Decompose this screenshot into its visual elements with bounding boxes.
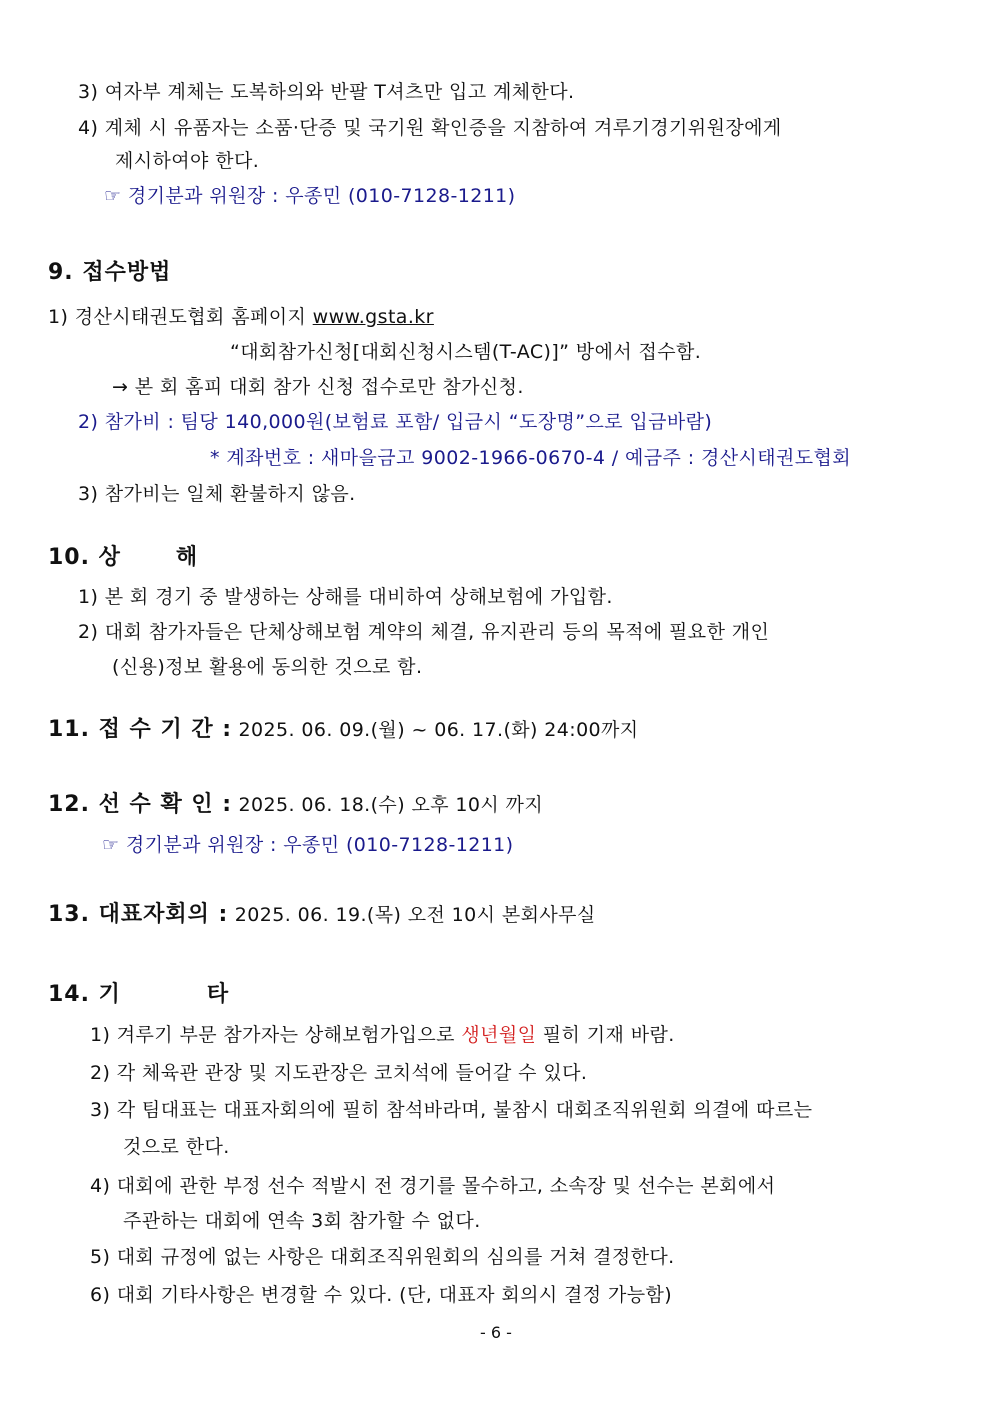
homepage-link[interactable]: www.gsta.kr <box>312 306 434 328</box>
registration-period: 2025. 06. 09.(월) ~ 06. 17.(화) 24:00까지 <box>232 719 639 741</box>
other-item-3: 3) 각 팀대표는 대표자회의에 필히 참석바라며, 불참시 대회조직위원회 의결에 따르는 <box>90 1099 813 1121</box>
section-11-line <box>48 715 639 745</box>
insurance-item-2: 2) 대회 참가자들은 단체상해보험 계약의 체결, 유지관리 등의 목적에 필요한 개인 <box>78 621 770 643</box>
section-12-title: 12. 선 수 확 인 : <box>48 792 233 817</box>
section-10-word-1: 상 <box>98 545 121 570</box>
rule-item-3: 3) 여자부 계체는 도복하의와 반팔 T셔츠만 입고 계체한다. <box>78 81 575 103</box>
registration-note: → 본 회 홈피 대회 참가 신청 접수로만 참가신청. <box>112 376 524 398</box>
insurance-item-2-cont: (신용)정보 활용에 동의한 것으로 함. <box>112 656 423 678</box>
other-item-1-end: 필히 기재 바람. <box>536 1024 675 1046</box>
section-10-number: 10. <box>48 545 90 570</box>
other-item-3-cont: 것으로 한다. <box>123 1136 230 1158</box>
other-item-4-cont: 주관하는 대회에 연속 3회 참가할 수 없다. <box>123 1210 481 1232</box>
rule-item-4: 4) 계체 시 유품자는 소품·단증 및 국기원 확인증을 지참하여 겨루기경기위원장에게 <box>78 117 782 139</box>
other-item-1-text: 1) 겨루기 부문 참가자는 상해보험가입으로 <box>90 1024 462 1046</box>
no-refund-line: 3) 참가비는 일체 환불하지 않음. <box>78 483 356 505</box>
meeting-time: 2025. 06. 19.(목) 오전 10시 본회사무실 <box>228 904 596 926</box>
registration-item-1 <box>48 304 434 330</box>
other-item-2: 2) 각 체육관 관장 및 지도관장은 코치석에 들어갈 수 있다. <box>90 1062 588 1084</box>
other-item-6: 6) 대회 기타사항은 변경할 수 있다. (단, 대표자 회의시 결정 가능함) <box>90 1284 673 1306</box>
rule-item-4-cont: 제시하여야 한다. <box>115 150 260 172</box>
entry-fee-line: 2) 참가비 : 팀당 140,000원(보험료 포함/ 입금시 “도장명”으로 입금바람) <box>78 411 713 433</box>
player-confirmation-time: 2025. 06. 18.(수) 오후 10시 까지 <box>232 794 544 816</box>
section-14-number: 14. <box>48 982 90 1007</box>
bank-account-line: * 계좌번호 : 새마을금고 9002-1966-0670-4 / 예금주 : 경산시태권도협회 <box>210 447 852 469</box>
registration-item-1-cont: “대회참가신청[대회신청시스템(T-AC)]” 방에서 접수함. <box>230 341 702 363</box>
page-number: - 6 - <box>480 1323 512 1342</box>
registration-item-1-text: 1) 경산시태권도협회 홈페이지 <box>48 306 313 328</box>
section-9-title: 9. 접수방법 <box>48 260 172 285</box>
birthdate-highlight: 생년월일 <box>461 1024 537 1046</box>
section-10-title <box>48 543 198 573</box>
section-11-title: 11. 접 수 기 간 : <box>48 717 233 742</box>
other-item-4: 4) 대회에 관한 부정 선수 적발시 전 경기를 몰수하고, 소속장 및 선수는 본회에서 <box>90 1175 776 1197</box>
section-12-line <box>48 790 543 820</box>
section-14-word-2: 타 <box>206 982 230 1007</box>
section-14-word-1: 기 <box>98 982 121 1007</box>
section-13-title: 13. 대표자회의 : <box>48 902 229 927</box>
insurance-item-1: 1) 본 회 경기 중 발생하는 상해를 대비하여 상해보험에 가입함. <box>78 586 613 608</box>
section-13-line <box>48 900 596 930</box>
contact-line: ☞ 경기분과 위원장 : 우종민 (010-7128-1211) <box>104 185 516 207</box>
other-item-1 <box>90 1022 675 1048</box>
section-14-title <box>48 980 229 1010</box>
other-item-5: 5) 대회 규정에 없는 사항은 대회조직위원회의 심의를 거쳐 결정한다. <box>90 1246 675 1268</box>
section-10-word-2: 해 <box>175 545 199 570</box>
contact-line-2: ☞ 경기분과 위원장 : 우종민 (010-7128-1211) <box>102 834 514 856</box>
